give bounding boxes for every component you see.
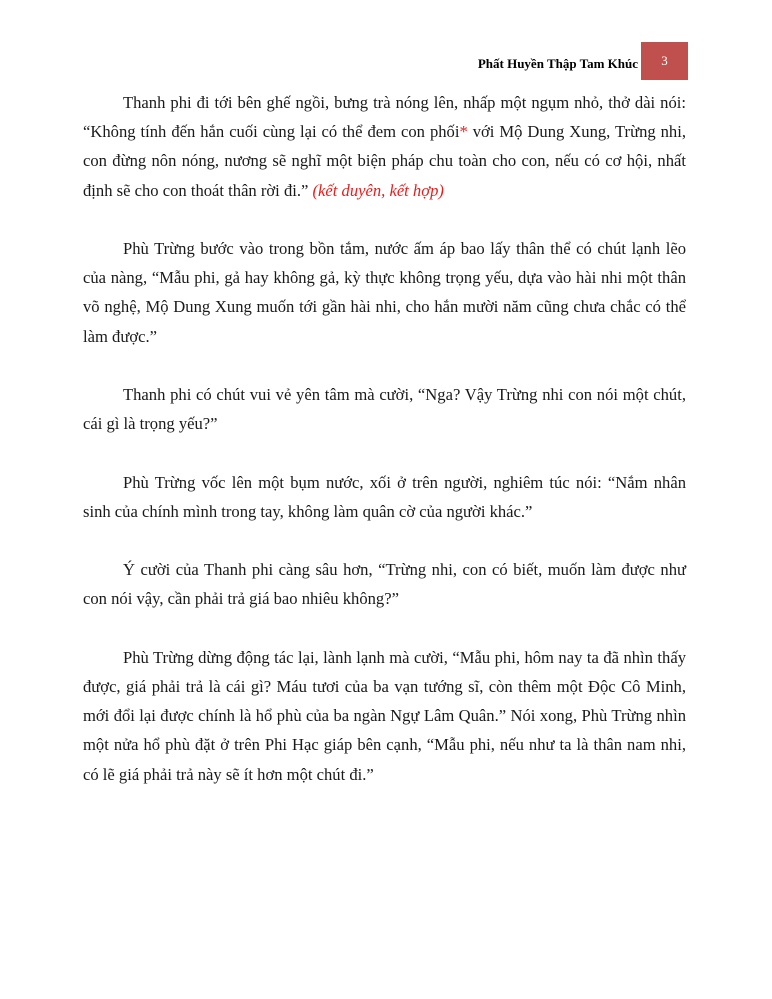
running-header-title: Phất Huyền Thập Tam Khúc [477,56,638,71]
paragraph-text: Thanh phi đi tới bên ghế ngồi, bưng trà nóng lên, nhấp một ngụm nhỏ, thở dài nói: “Không tính đến hắn cuối cùng lại có thể đem con phối [83,93,686,142]
paragraph-text: với Mộ Dung Xung, Trừng nhi, con đừng nôn nóng, nương sẽ nghĩ một biện pháp chu toàn cho con, nếu có cơ hội, nhất định sẽ cho con thoát thân rời đi.” [83,122,686,200]
page-number-badge [641,42,688,80]
paragraph: Thanh phi có chút vui vẻ yên tâm mà cười, “Nga? Vậy Trừng nhi con nói một chút, cái gì là trọng yếu?” [83,385,686,434]
paragraph: Ý cười của Thanh phi càng sâu hơn, “Trừng nhi, con có biết, muốn làm được như con nói vậy, cần phải trả giá bao nhiêu không?” [83,560,686,609]
paragraph: Phù Trừng bước vào trong bồn tắm, nước ấm áp bao lấy thân thể có chút lạnh lẽo của nàng, “Mẫu phi, gả hay không gả, kỳ thực không trọng yếu, dựa vào hài nhi một thân võ nghệ, Mộ Dung Xung muốn tới gần hài nhi, cho hắn mười năm cũng chưa chắc có thể làm được.” [83,239,686,346]
paragraph: Phù Trừng vốc lên một bụm nước, xối ở trên người, nghiêm túc nói: “Nắm nhân sinh của chính mình trong tay, không làm quân cờ của người khác.” [83,472,686,521]
paragraph: Phù Trừng dừng động tác lại, lành lạnh mà cười, “Mẫu phi, hôm nay ta đã nhìn thấy được, giá phải trả là cái gì? Máu tươi của ba vạn tướng sĩ, còn thêm một Độc Cô Minh, mới đổi lại được chính là hổ phù của ba ngàn Ngự Lâm Quân.” Nói xong, Phù Trừng nhìn một nửa hổ phù đặt ở trên Phi Hạc giáp bên cạnh, “Mẫu phi, nếu như ta là thân nam nhi, có lẽ giá phải trả này sẽ ít hơn một chút đi.” [83,647,686,784]
paragraph [83,88,686,205]
translator-note: (kết duyên, kết hợp) [312,180,444,200]
footnote-marker: * [459,122,468,142]
page-number: 3 [661,53,668,68]
body-text [83,88,686,818]
